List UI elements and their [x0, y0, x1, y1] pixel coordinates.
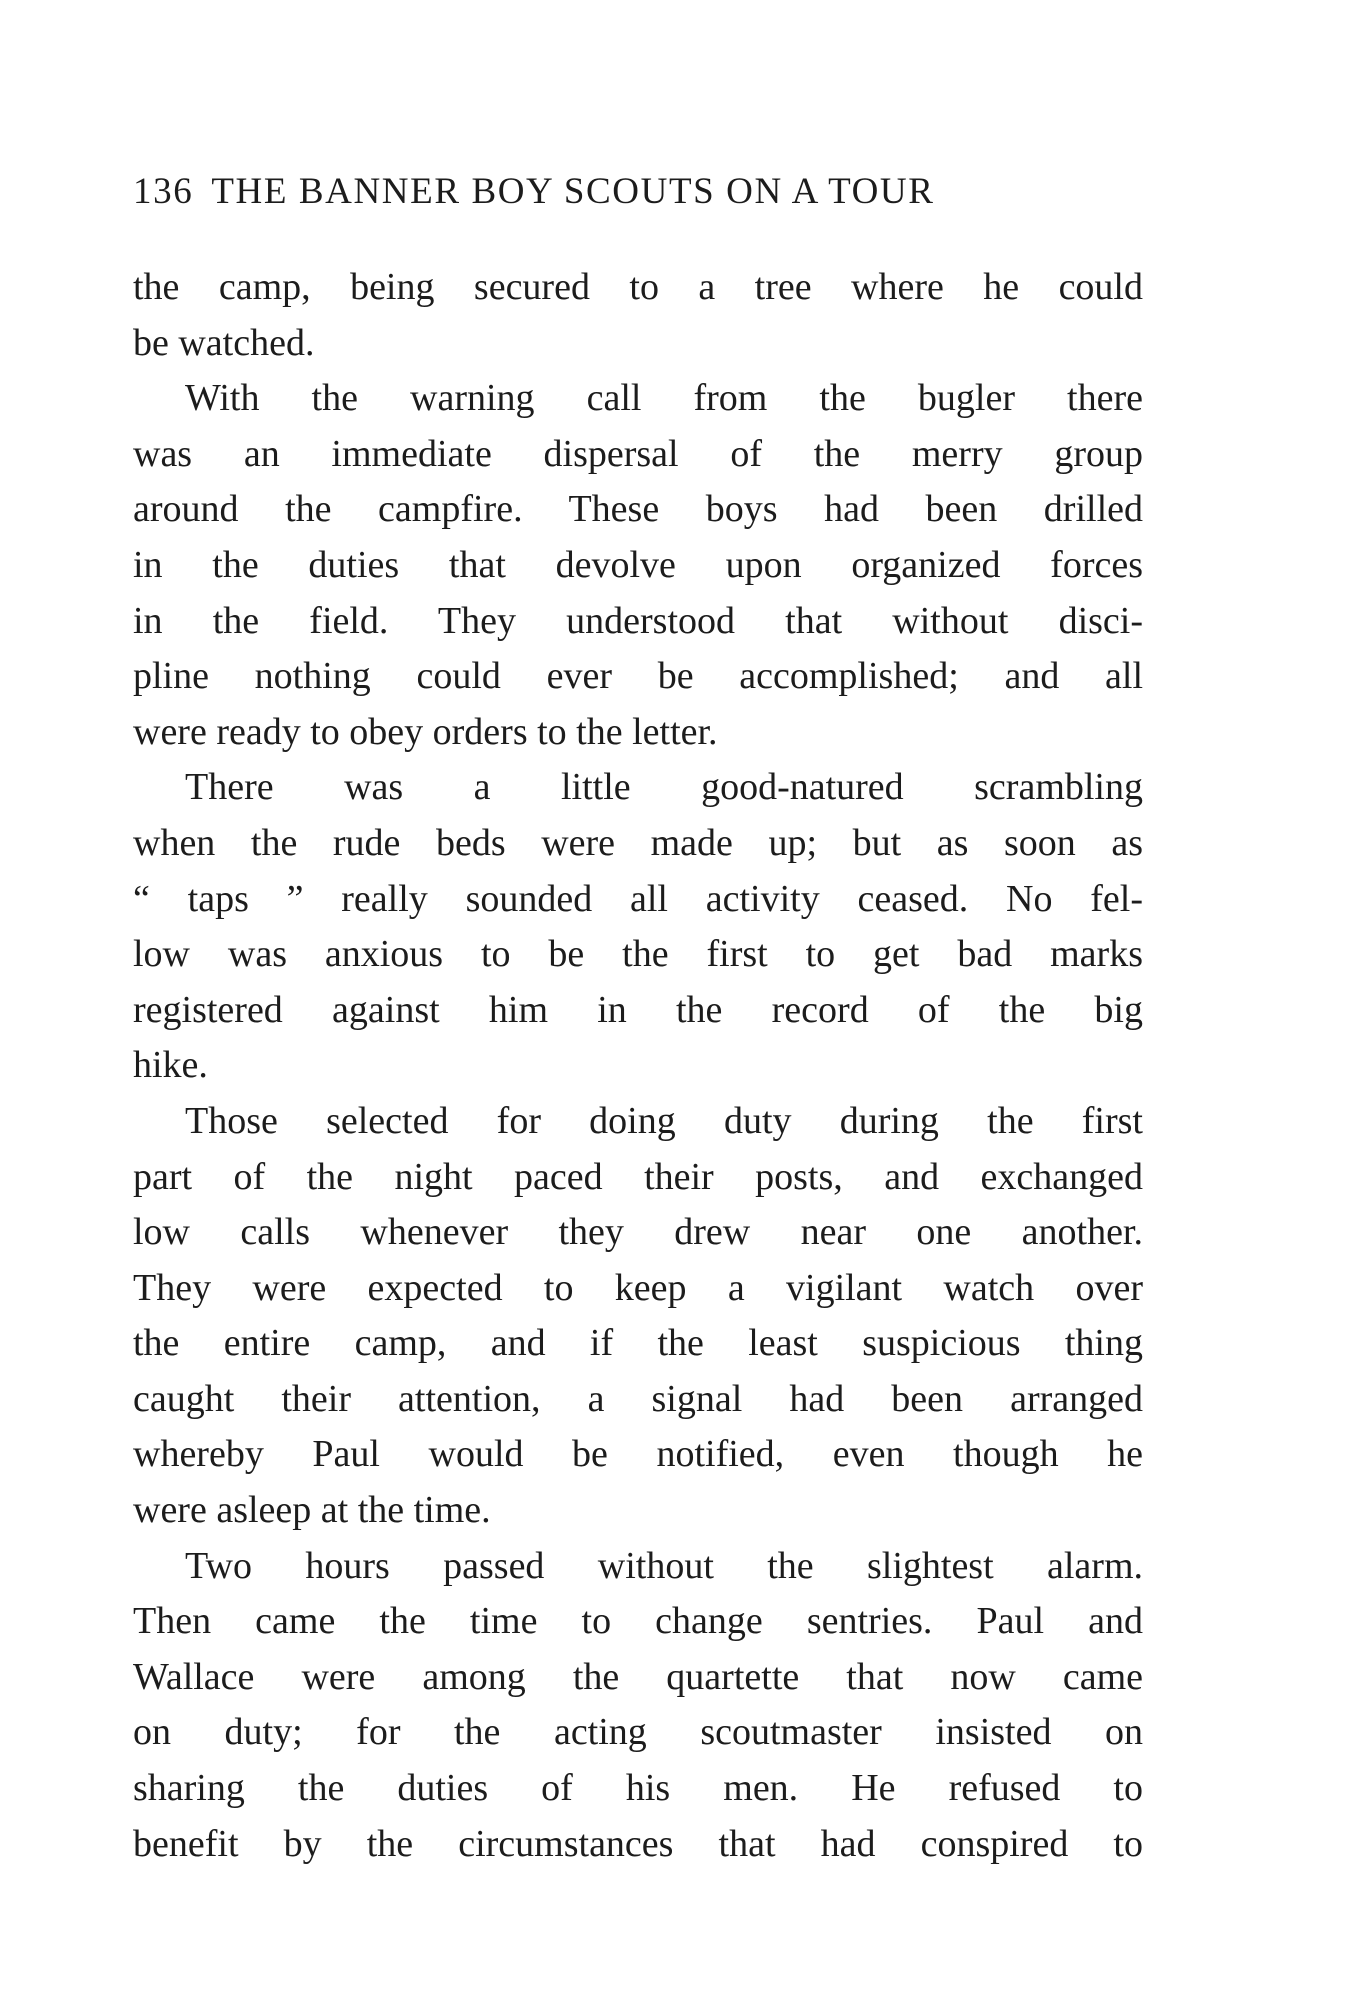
text-line: the entire camp, and if the least suspicious thing	[133, 1322, 1143, 1365]
text-line: low calls whenever they drew near one another.	[133, 1211, 1143, 1254]
paragraph	[133, 1094, 1143, 1539]
body-text	[133, 260, 1143, 1872]
text-line: were ready to obey orders to the letter.	[133, 710, 718, 753]
text-line: Then came the time to change sentries. Paul and	[133, 1600, 1143, 1643]
text-line: in the field. They understood that without disci-	[133, 599, 1143, 642]
text-line: caught their attention, a signal had been arranged	[133, 1377, 1143, 1420]
text-line: be watched.	[133, 321, 315, 364]
running-header	[133, 170, 1143, 213]
paragraph	[133, 260, 1143, 371]
text-line: benefit by the circumstances that had conspired to	[133, 1822, 1143, 1865]
running-title: THE BANNER BOY SCOUTS ON A TOUR	[211, 171, 935, 212]
text-line: Wallace were among the quartette that now came	[133, 1655, 1143, 1698]
text-line: pline nothing could ever be accomplished; and all	[133, 655, 1143, 698]
text-line: around the campfire. These boys had been drilled	[133, 488, 1143, 531]
text-line: low was anxious to be the first to get bad marks	[133, 933, 1143, 976]
text-line: on duty; for the acting scoutmaster insisted on	[133, 1711, 1143, 1754]
paragraph	[133, 760, 1143, 1094]
paragraph	[133, 1539, 1143, 1873]
page-number: 136	[133, 171, 194, 212]
text-line: hike.	[133, 1044, 208, 1087]
text-line: sharing the duties of his men. He refused to	[133, 1767, 1143, 1810]
paragraph	[133, 371, 1143, 760]
text-line: was an immediate dispersal of the merry group	[133, 432, 1143, 475]
text-line: Two hours passed without the slightest alarm.	[185, 1544, 1143, 1587]
text-line: With the warning call from the bugler there	[185, 377, 1143, 420]
text-line: There was a little good-natured scrambling	[185, 766, 1143, 809]
text-line: were asleep at the time.	[133, 1489, 491, 1532]
text-line: part of the night paced their posts, and exchanged	[133, 1155, 1143, 1198]
text-line: They were expected to keep a vigilant watch over	[133, 1266, 1143, 1309]
text-line: whereby Paul would be notified, even though he	[133, 1433, 1143, 1476]
text-line: “ taps ” really sounded all activity ceased. No fel-	[133, 877, 1143, 920]
text-line: Those selected for doing duty during the first	[185, 1099, 1143, 1142]
text-line: the camp, being secured to a tree where he could	[133, 266, 1143, 308]
text-line: registered against him in the record of the big	[133, 988, 1143, 1031]
text-line: when the rude beds were made up; but as soon as	[133, 821, 1143, 864]
text-line: in the duties that devolve upon organized forces	[133, 543, 1143, 586]
